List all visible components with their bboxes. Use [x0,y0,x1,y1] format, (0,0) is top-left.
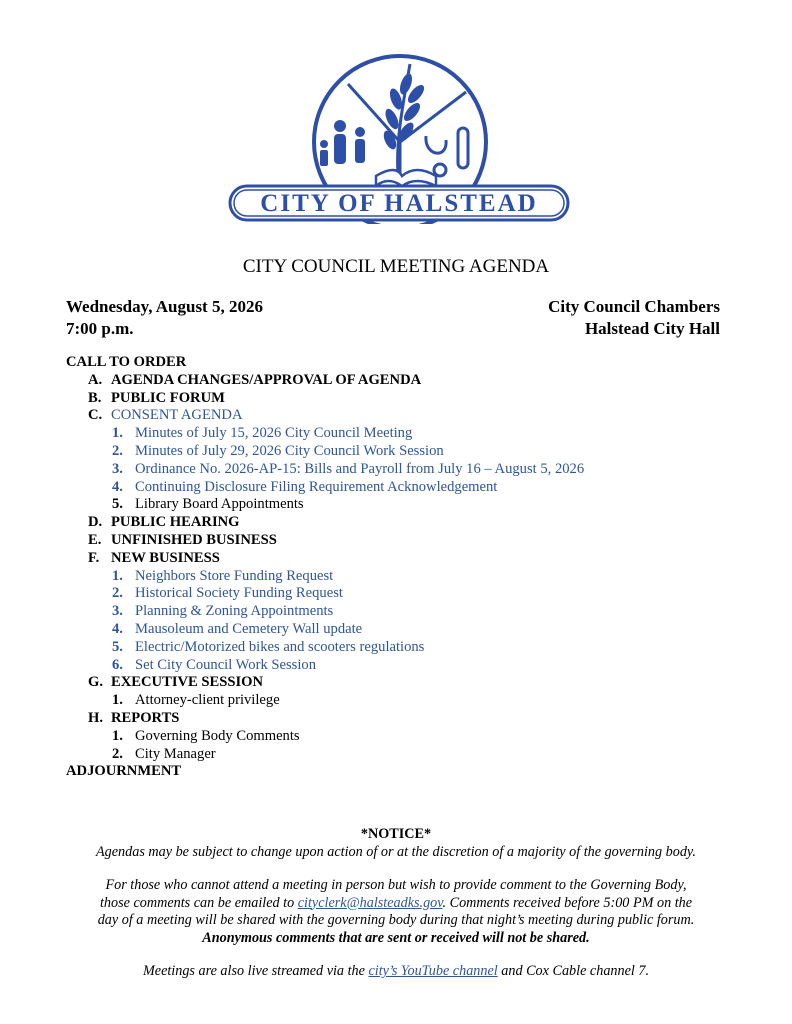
agenda-item-f3[interactable]: 3. Planning & Zoning Appointments [112,603,334,620]
city-logo [226,44,572,224]
agenda-item-f1[interactable]: 1. Neighbors Store Funding Request [112,567,334,584]
notice-para2-c: day of a meeting will be shared with the governing body during that night’s meeting during public forum. [97,912,695,928]
medical-icon [426,128,468,176]
page-title: CITY COUNCIL MEETING AGENDA [242,256,550,277]
city-seal-graphic [226,44,572,224]
agenda-section-g: G. EXECUTIVE SESSION [88,674,264,691]
notice-para2-a: For those who cannot attend a meeting in person but wish to provide comment to the Governing Body, [105,877,687,893]
agenda-section-h: H. REPORTS [88,709,180,726]
agenda-section-b: B. PUBLIC FORUM [88,389,225,406]
agenda-item-c5: 5. Library Board Appointments [112,496,304,513]
adjournment: ADJOURNMENT [66,763,182,780]
agenda-section-a: A. AGENDA CHANGES/APPROVAL OF AGENDA [88,371,422,388]
meeting-time: 7:00 p.m. [66,319,134,338]
notice-stream: Meetings are also live streamed via the city’s YouTube channel and Cox Cable channel 7. [142,963,650,979]
agenda-item-f2[interactable]: 2. Historical Society Funding Request [112,585,343,602]
meeting-date: Wednesday, August 5, 2026 [66,297,263,316]
location-line2: Halstead City Hall [584,319,720,338]
agenda-item-c1[interactable]: 1. Minutes of July 15, 2026 City Council Meeting [112,425,413,442]
meeting-location [420,296,720,340]
call-to-order: CALL TO ORDER [66,354,187,370]
notice-heading: *NOTICE* [360,826,432,842]
notice-anonymous: Anonymous comments that are sent or received will not be shared. [202,929,590,946]
location-line1: City Council Chambers [548,297,720,316]
agenda-section-e: E. UNFINISHED BUSINESS [88,531,277,548]
consent-agenda-link[interactable]: CONSENT AGENDA [111,407,243,424]
family-icon [320,120,365,166]
book-icon [376,170,436,186]
email-link[interactable]: cityclerk@halsteadks.gov [297,894,443,911]
wheat-icon [381,64,427,174]
agenda-item-c3[interactable]: 3. Ordinance No. 2026-AP-15: Bills and Payroll from July 16 – August 5, 2026 [112,460,585,477]
notice-line1: Agendas may be subject to change upon action of or at the discretion of a majority of the governing body. [96,843,696,860]
agenda-item-c2[interactable]: 2. Minutes of July 29, 2026 City Council Work Session [112,442,444,459]
agenda-section-c[interactable]: C. CONSENT AGENDA [88,407,243,424]
logo-text: CITY OF HALSTEAD [260,190,538,217]
agenda-item-f6[interactable]: 6. Set City Council Work Session [112,656,316,673]
agenda-list [66,354,746,781]
agenda-item-f4[interactable]: 4. Mausoleum and Cemetery Wall update [112,620,363,637]
agenda-item-h1: 1. Governing Body Comments [112,727,300,744]
agenda-section-f: F. NEW BUSINESS [88,549,220,566]
agenda-section-d: D. PUBLIC HEARING [88,514,240,531]
agenda-item-g1: 1. Attorney-client privilege [112,692,280,709]
meeting-datetime [66,296,263,340]
agenda-item-c4[interactable]: 4. Continuing Disclosure Filing Requirement Acknowledgement [112,478,498,495]
youtube-channel-link[interactable]: city’s YouTube channel [368,963,498,979]
agenda-item-h2: 2. City Manager [112,745,216,762]
agenda-item-f5[interactable]: 5. Electric/Motorized bikes and scooters regulations [112,638,425,655]
notice-block [40,826,752,981]
notice-para2-b: those comments can be emailed to cityclerk@halsteadks.gov. Comments received before 5:00 PM on the [99,894,693,911]
